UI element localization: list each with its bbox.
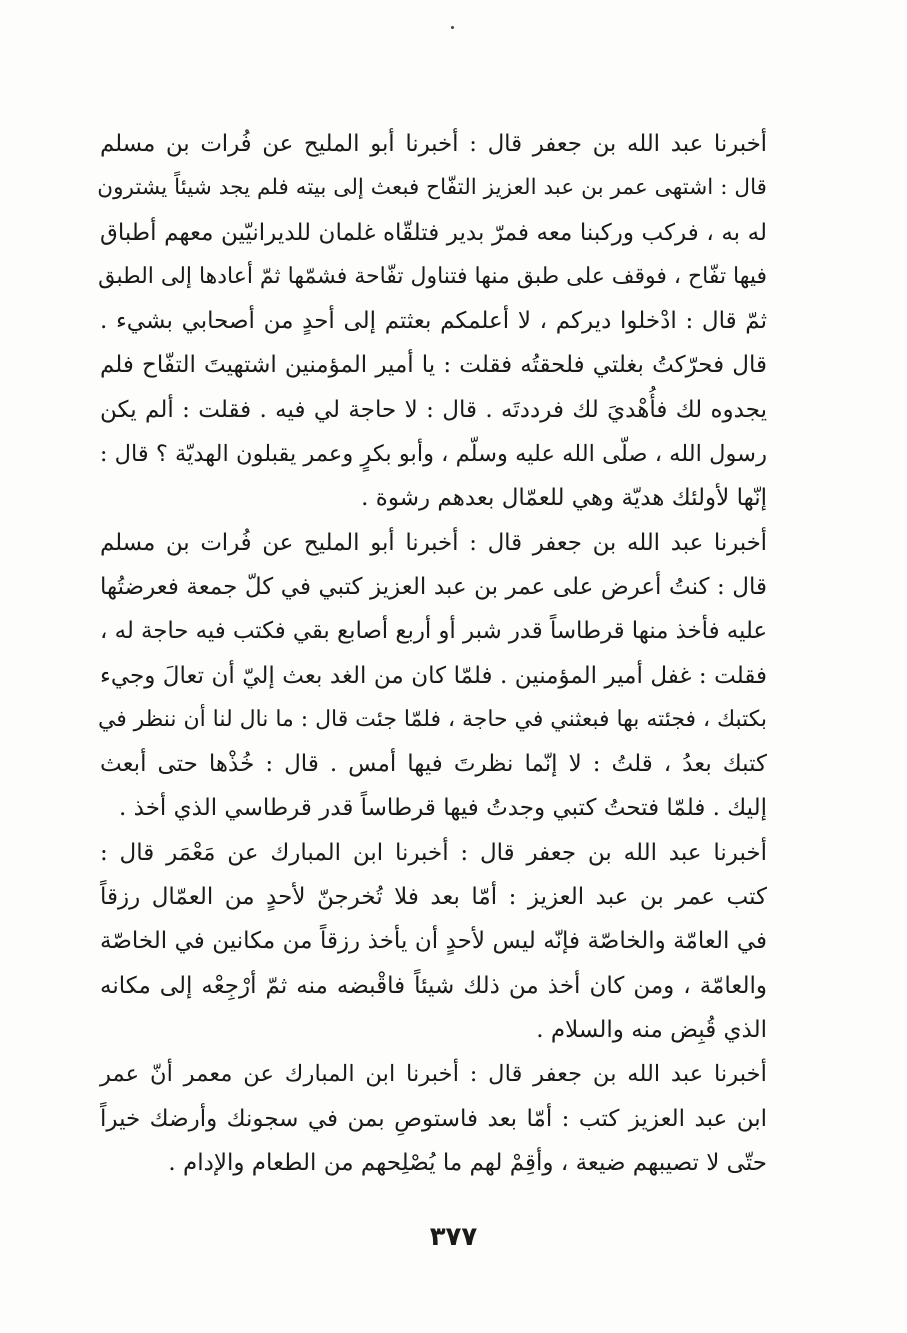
text-line: إليك . فلمّا فتحتُ كتبي وجدتُ فيها قرطاساً قدر قرطاسي الذي أخذ .	[119, 795, 767, 822]
text-line: في العامّة والخاصّة فإنّه ليس لأحدٍ أن يأخذ رزقاً من مكانين في الخاصّة	[100, 928, 767, 955]
text-line: ثمّ قال : ادْخلوا ديركم ، لا أعلمكم بعثتم إلى أحدٍ من أصحابي بشيء .	[100, 308, 767, 335]
text-line: والعامّة ، ومن كان أخذ من ذلك شيئاً فاقْبضه منه ثمّ أرْجِعْه إلى مكانه	[100, 972, 767, 999]
text-line: عليه فأخذ منها قرطاساً قدر شبر أو أربع أصابع بقي فكتب فيه حاجة له ،	[100, 618, 767, 645]
text-line: أخبرنا عبد الله بن جعفر قال : أخبرنا أبو المليح عن فُرات بن مسلم	[100, 131, 767, 157]
text-line: فقلت : غفل أمير المؤمنين . فلمّا كان من الغد بعث إليّ أن تعالَ وجيء	[100, 662, 767, 689]
text-line: حتّى لا تصيبهم ضيعة ، وأقِمْ لهم ما يُصْلِحهم من الطعام والإدام .	[168, 1149, 767, 1176]
text-line: ابن عبد العزيز كتب : أمّا بعد فاستوصِ بمن في سجونك وأرضك خيراً	[100, 1105, 767, 1132]
text-line: أخبرنا عبد الله بن جعفر قال : أخبرنا ابن المبارك عن معمر أنّ عمر	[100, 1061, 767, 1088]
text-line: إنّها لأولئك هديّة وهي للعمّال بعدهم رشوة .	[361, 485, 767, 512]
paragraph-4	[100, 1052, 813, 1185]
text-line: له به ، فركب وركبنا معه فمرّ بدير فتلقّاه غلمان للديرانيّين معهم أطباق	[100, 219, 767, 246]
page-mark-dot	[451, 26, 454, 29]
paragraph-3	[100, 831, 813, 1052]
text-line: فيها تفّاح ، فوقف على طبق منها فتناول تفّاحة فشمّها ثمّ أعادها إلى الطبق	[98, 263, 767, 289]
text-line: كتبك بعدُ ، قلتُ : لا إنّما نظرتَ فيها أمس . قال : خُذْها حتى أبعث	[100, 751, 767, 778]
paragraph-2	[97, 521, 813, 831]
text-line: بكتبك ، فجئته بها فبعثني في حاجة ، فلمّا جئت قال : ما نال لنا أن ننظر في	[97, 706, 767, 732]
text-line: قال : اشتهى عمر بن عبد العزيز التفّاح فبعث إلى بيته فلم يجد شيئاً يشترون	[97, 175, 767, 201]
text-line: أخبرنا عبد الله بن جعفر قال : أخبرنا أبو المليح عن فُرات بن مسلم	[100, 529, 767, 556]
body-text	[97, 122, 813, 1185]
text-line: قال فحرّكتُ بغلتي فلحقتُه فقلت : يا أمير المؤمنين اشتهيتَ التفّاح فلم	[100, 352, 767, 379]
text-line: قال : كنتُ أعرض على عمر بن عبد العزيز كتبي في كلّ جمعة فعرضتُها	[100, 573, 767, 600]
page-number: ٣٧٧	[429, 1222, 478, 1252]
text-line: كتب عمر بن عبد العزيز : أمّا بعد فلا تُخرجنّ لأحدٍ من العمّال رزقاً	[100, 884, 767, 911]
text-line: أخبرنا عبد الله بن جعفر قال : أخبرنا ابن المبارك عن مَعْمَر قال :	[100, 839, 767, 866]
text-line: رسول الله ، صلّى الله عليه وسلّم ، وأبو بكرٍ وعمر يقبلون الهديّة ؟ قال :	[99, 441, 767, 468]
paragraph-1	[97, 122, 813, 521]
text-line: يجدوه لك فأُهْديَ لك فرددتَه . قال : لا حاجة لي فيه . فقلت : ألم يكن	[100, 396, 767, 423]
text-line: الذي قُبِض منه والسلام .	[536, 1016, 767, 1043]
